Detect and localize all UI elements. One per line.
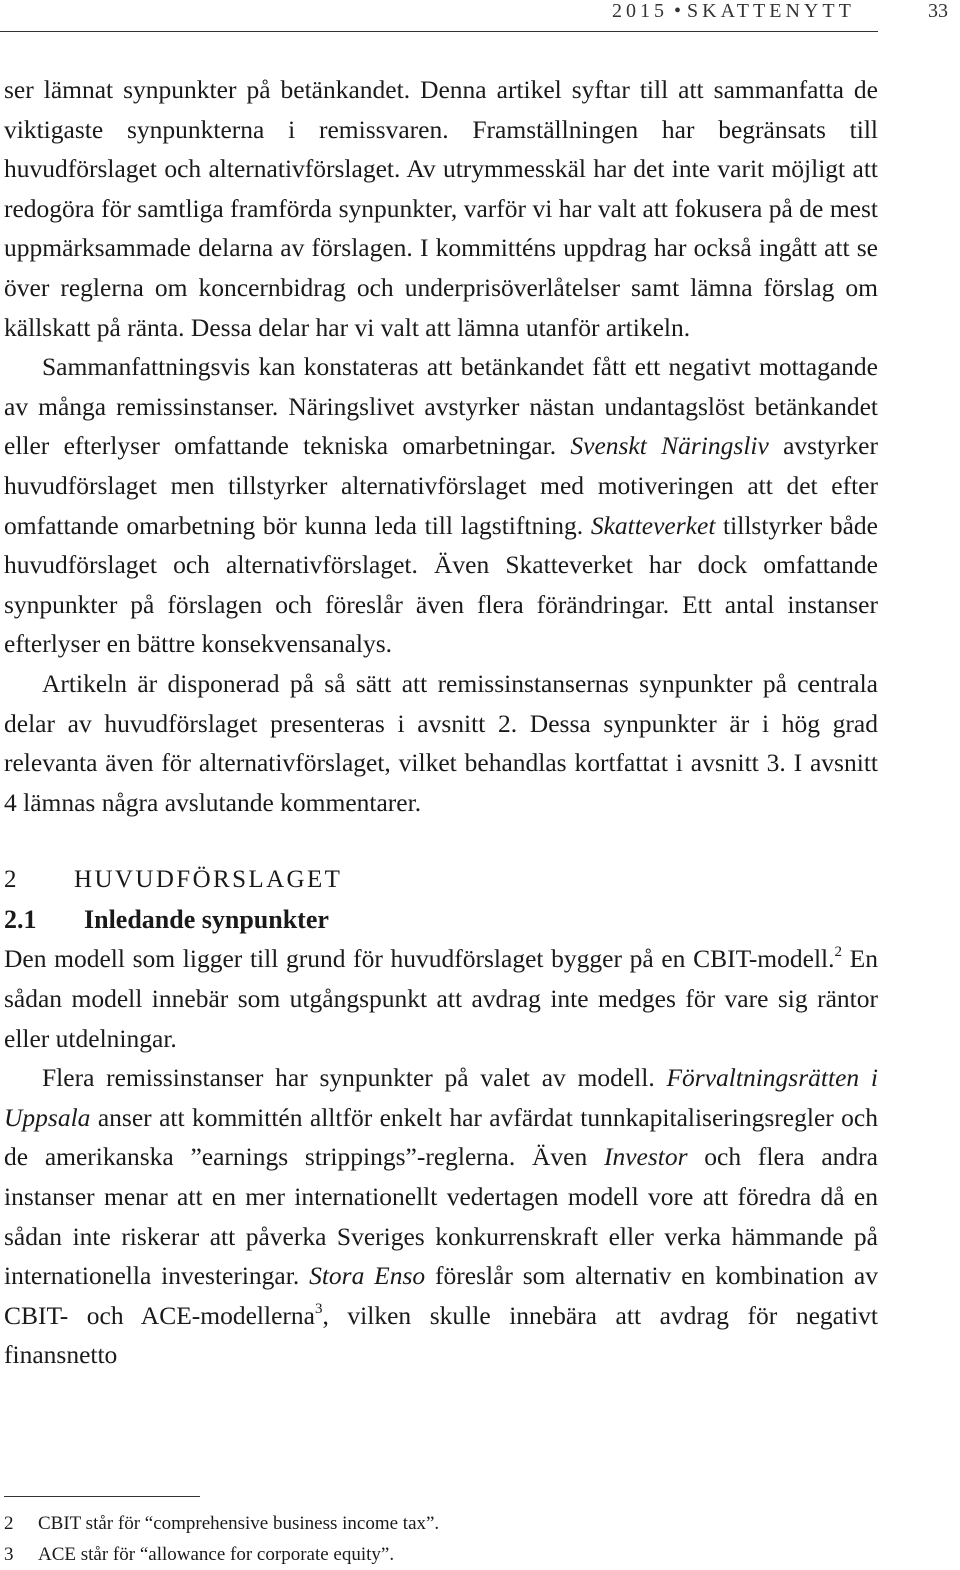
paragraph-5-text-d: föreslår som alternativ en kombination av CBIT- och ACE-modellerna	[4, 1261, 878, 1330]
footnote-text: ACE står för “allowance for corporate equity”.	[38, 1544, 395, 1565]
journal-year: 2015	[612, 0, 668, 22]
section-heading	[4, 860, 878, 900]
article-body	[4, 70, 878, 1375]
footnote-divider	[4, 1496, 200, 1497]
footnote-number: 2	[4, 1513, 14, 1534]
paragraph-4	[4, 939, 878, 1058]
paragraph-5-text-c: och flera andra instanser menar att en mer internationellt vedertagen modell vore att föredra då en sådan inte riskerar att påverka Sveriges konkurrenskraft eller verka hämmande på internationella investeringar.	[4, 1142, 878, 1291]
paragraph-2-text-c: tillstyrker både huvudförslaget och alternativförslaget. Även Skatteverket har dock omfattande synpunkter på förslagen och föreslår även flera förändringar. Ett antal instanser efterlyser en bättre konsekvensanalys.	[4, 510, 878, 659]
section-number: 2	[4, 866, 17, 894]
paragraph-4-text-b: En sådan modell innebär som utgångspunkt att avdrag inte medges för vare sig räntor eller utdelningar.	[4, 944, 879, 1053]
header-divider	[0, 31, 878, 32]
footnote-number: 3	[4, 1544, 14, 1565]
subsection-title: Inledande synpunkter	[84, 904, 329, 934]
paragraph-1: ser lämnat synpunkter på betänkandet. Denna artikel syftar till att sammanfatta de viktigaste synpunkterna i remissvaren. Framställningen har begränsats till huvudförslaget och alternativförslaget. Av utrymmesskäl har det inte varit möjligt att redogöra för samtliga framförda synpunkter, varför vi har valt att fokusera på de mest uppmärksammade delarna av förslagen. I kommitténs uppdrag har också ingått att se över reglerna om koncernbidrag och underprisöverlåtelser samt lämna förslag om källskatt på ränta. Dessa delar har vi valt att lämna utanför artikeln.	[4, 75, 878, 342]
org-svenskt-naringsliv: Svenskt Näringsliv	[570, 431, 769, 461]
org-stora-enso: Stora Enso	[309, 1261, 426, 1291]
running-header	[0, 0, 960, 28]
paragraph-2	[4, 347, 878, 664]
footnote-text: CBIT står för “comprehensive business income tax”.	[38, 1513, 440, 1534]
separator-dot: •	[674, 0, 682, 22]
paragraph-2-text-a: Sammanfattningsvis kan konstateras att betänkandet fått ett negativt mottagande av många remissinstanser. Näringslivet avstyrker nästan undantagslöst betänkandet eller efterlyser omfattande tekniska omarbetningar.	[4, 352, 878, 461]
paragraph-3: Artikeln är disponerad på så sätt att remissinstansernas synpunkter på centrala delar av huvudförslaget presenteras i avsnitt 2. Dessa synpunkter är i hög grad relevanta även för alternativförslaget, vilket behandlas kortfattat i avsnitt 3. I avsnitt 4 lämnas några avslutande kommentarer.	[4, 668, 878, 817]
section-title: HUVUDFÖRSLAGET	[74, 866, 343, 894]
footnote-2	[4, 1508, 878, 1539]
page-number: 33	[928, 0, 948, 22]
paragraph-5	[4, 1058, 878, 1375]
subsection-heading	[4, 900, 878, 940]
paragraph-5-text-a: Flera remissinstanser har synpunkter på valet av modell.	[42, 1063, 667, 1093]
footnotes	[4, 1508, 878, 1570]
org-skatteverket: Skatteverket	[590, 510, 716, 540]
footnote-3	[4, 1539, 878, 1570]
paragraph-5-text-e: , vilken skulle innebära att avdrag för negativt finansnetto	[4, 1300, 879, 1370]
running-head	[612, 0, 855, 23]
subsection-number: 2.1	[4, 904, 37, 934]
org-forvaltningsratten: Förvaltningsrätten i Uppsala	[4, 1063, 878, 1132]
footnote-ref-2[interactable]: 2	[834, 944, 843, 961]
journal-name: SKATTENYTT	[687, 0, 855, 22]
footnote-ref-3[interactable]: 3	[314, 1300, 323, 1317]
paragraph-2-text-b: avstyrker huvudförslaget men tillstyrker alternativförslaget med motiveringen att det efter omfattande omarbetning bör kunna leda till lagstiftning.	[4, 431, 878, 540]
paragraph-5-text-b: anser att kommittén alltför enkelt har avfärdat tunnkapitaliseringsregler och de amerikanska ”earnings strippings”-reglerna. Även	[4, 1102, 878, 1172]
org-investor: Investor	[603, 1142, 688, 1172]
paragraph-4-text-a: Den modell som ligger till grund för huvudförslaget bygger på en CBIT-modell.	[4, 944, 835, 974]
